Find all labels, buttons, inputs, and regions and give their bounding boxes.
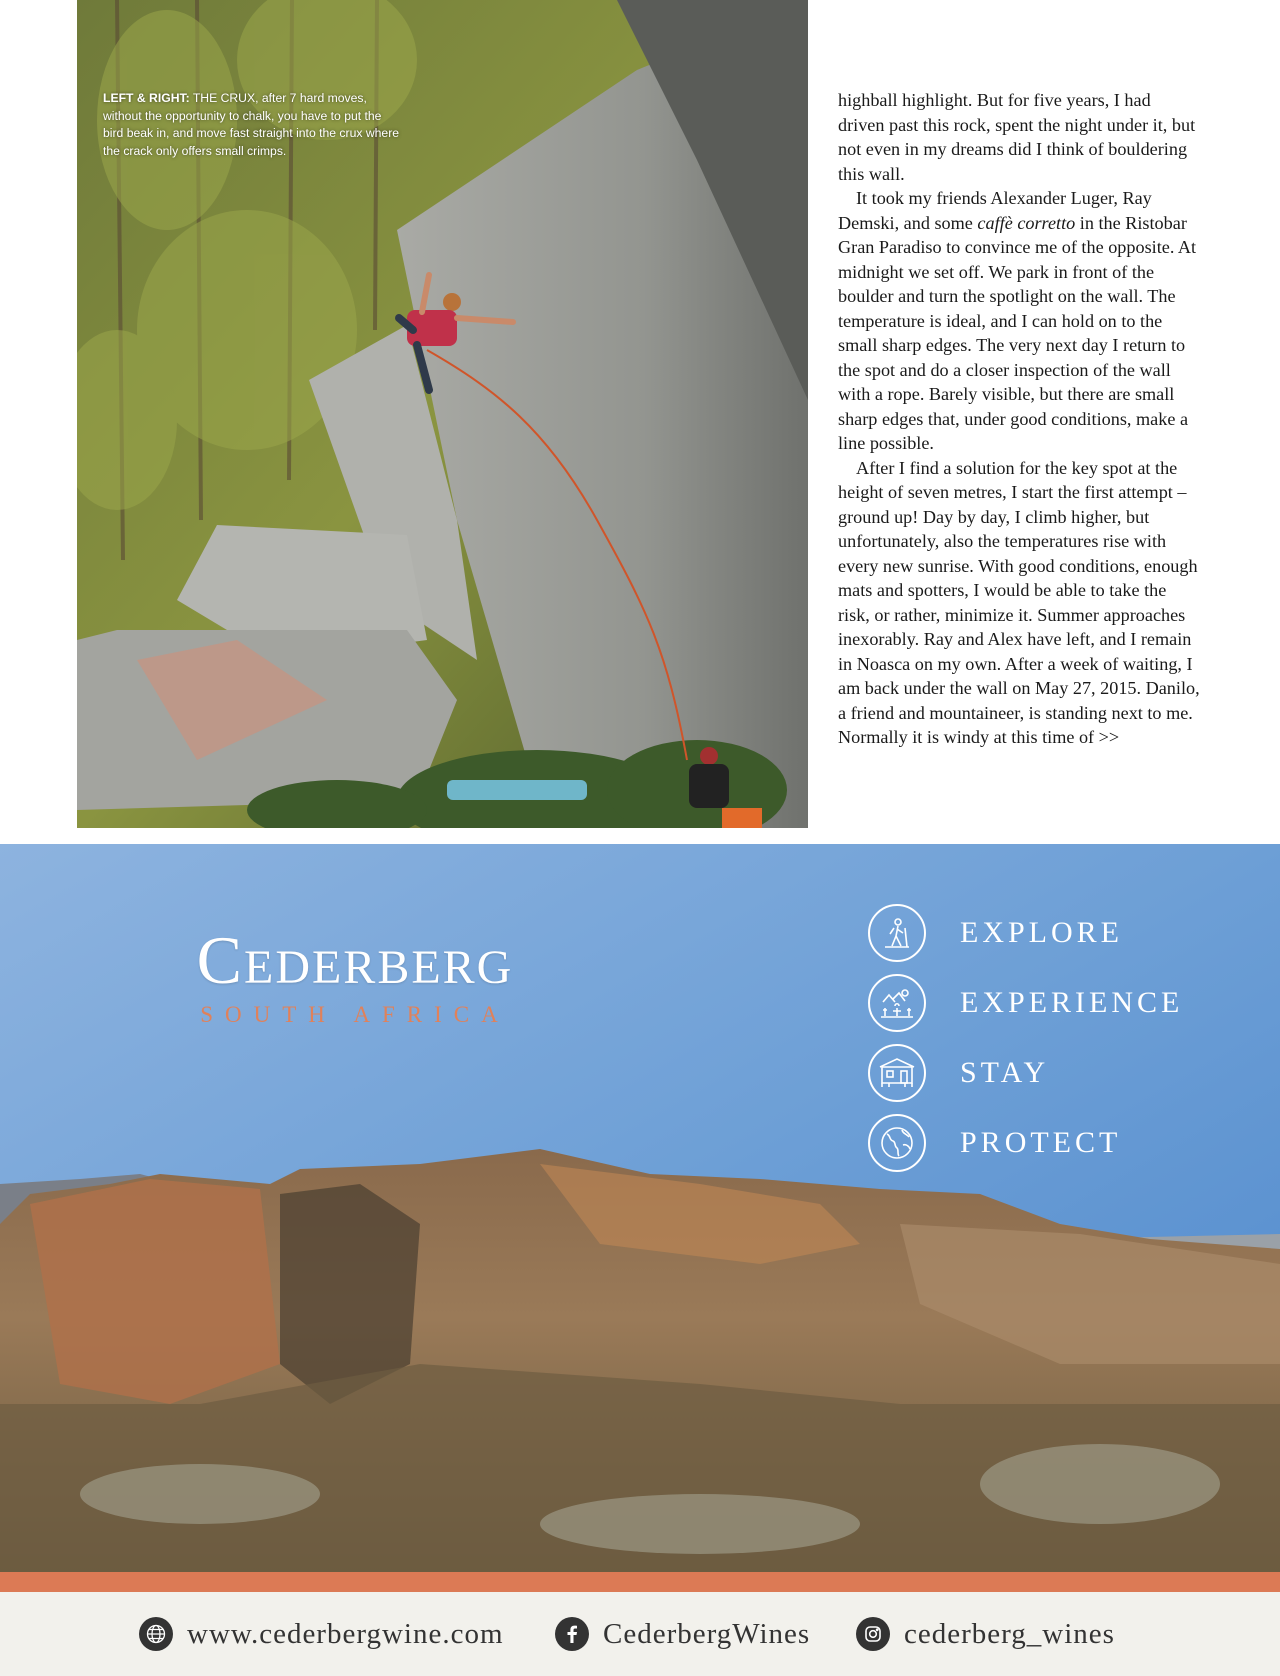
instagram-icon — [856, 1617, 890, 1651]
menu-item-explore[interactable] — [868, 902, 1248, 964]
article-italic-phrase: caffè corretto — [977, 212, 1076, 233]
brand-name: Cederberg — [196, 922, 514, 998]
menu-item-stay[interactable] — [868, 1042, 1248, 1104]
photo-caption — [103, 90, 403, 160]
brand-subtitle: SOUTH AFRICA — [200, 1002, 510, 1027]
campfire-icon — [868, 974, 926, 1032]
cederberg-advertisement — [0, 844, 1280, 1572]
facebook-text: CederbergWines — [603, 1617, 811, 1650]
article-column — [838, 88, 1200, 750]
menu-item-experience[interactable] — [868, 972, 1248, 1034]
facebook-link[interactable] — [555, 1592, 810, 1676]
instagram-text: cederberg_wines — [904, 1617, 1115, 1650]
cabin-icon — [868, 1044, 926, 1102]
climbing-photo — [77, 0, 808, 828]
article-paragraph-2-a: It took my friends Alexander Luger, Ray Demski, and some — [838, 188, 1152, 233]
globe-icon — [868, 1114, 926, 1172]
caption-text: THE CRUX, after 7 hard moves, without the opportunity to chalk, you have to put the bird beak in, and move fast straight into the crux where the crack only offers small crimps. — [103, 91, 400, 158]
accent-bar — [0, 1572, 1280, 1592]
website-text: www.cederbergwine.com — [187, 1617, 504, 1650]
caption-lead: LEFT & RIGHT: — [103, 91, 190, 105]
article-paragraph-2 — [838, 186, 1200, 456]
menu-label-stay: STAY — [960, 1056, 1050, 1089]
brand-logo — [90, 918, 620, 1030]
instagram-link[interactable] — [856, 1592, 1115, 1676]
menu-label-protect: PROTECT — [960, 1126, 1122, 1159]
hiker-icon — [868, 904, 926, 962]
article-paragraph-3: After I find a solution for the key spot at the height of seven metres, I start the first attempt – ground up! Day by day, I climb higher, but unfortunately, also the temperatures rise with every new sunrise. With good conditions, enough mats and spotters, I would be able to take the risk, or rather, minimize it. Summer approaches inexorably. Ray and Alex have left, and I remain in Noasca on my own. After a week of waiting, I am back under the wall on May 27, 2015. Danilo, a friend and mountaineer, is standing next to me. Normally it is windy at this time of >> — [838, 457, 1200, 747]
article-paragraph-1: highball highlight. But for five years, I had driven past this rock, spent the night under it, but not even in my dreams did I think of bouldering this wall. — [838, 90, 1196, 184]
menu-label-experience: EXPERIENCE — [960, 986, 1184, 1019]
menu-item-protect[interactable] — [868, 1112, 1248, 1174]
ad-footer — [0, 1592, 1280, 1676]
menu-label-explore: EXPLORE — [960, 916, 1123, 949]
website-link[interactable] — [139, 1592, 504, 1676]
globe-small-icon — [139, 1617, 173, 1651]
facebook-icon — [555, 1617, 589, 1651]
article-paragraph-2-b: in the Ristobar Gran Paradiso to convince me of the opposite. At midnight we set off. We park in front of the boulder and turn the spotlight on the wall. The temperature is ideal, and I can hold on to the small sharp edges. The very next day I return to the spot and do a closer inspection of the wall with a rope. Barely visible, but there are small sharp edges that, under good conditions, make a line possible. — [838, 212, 1197, 453]
